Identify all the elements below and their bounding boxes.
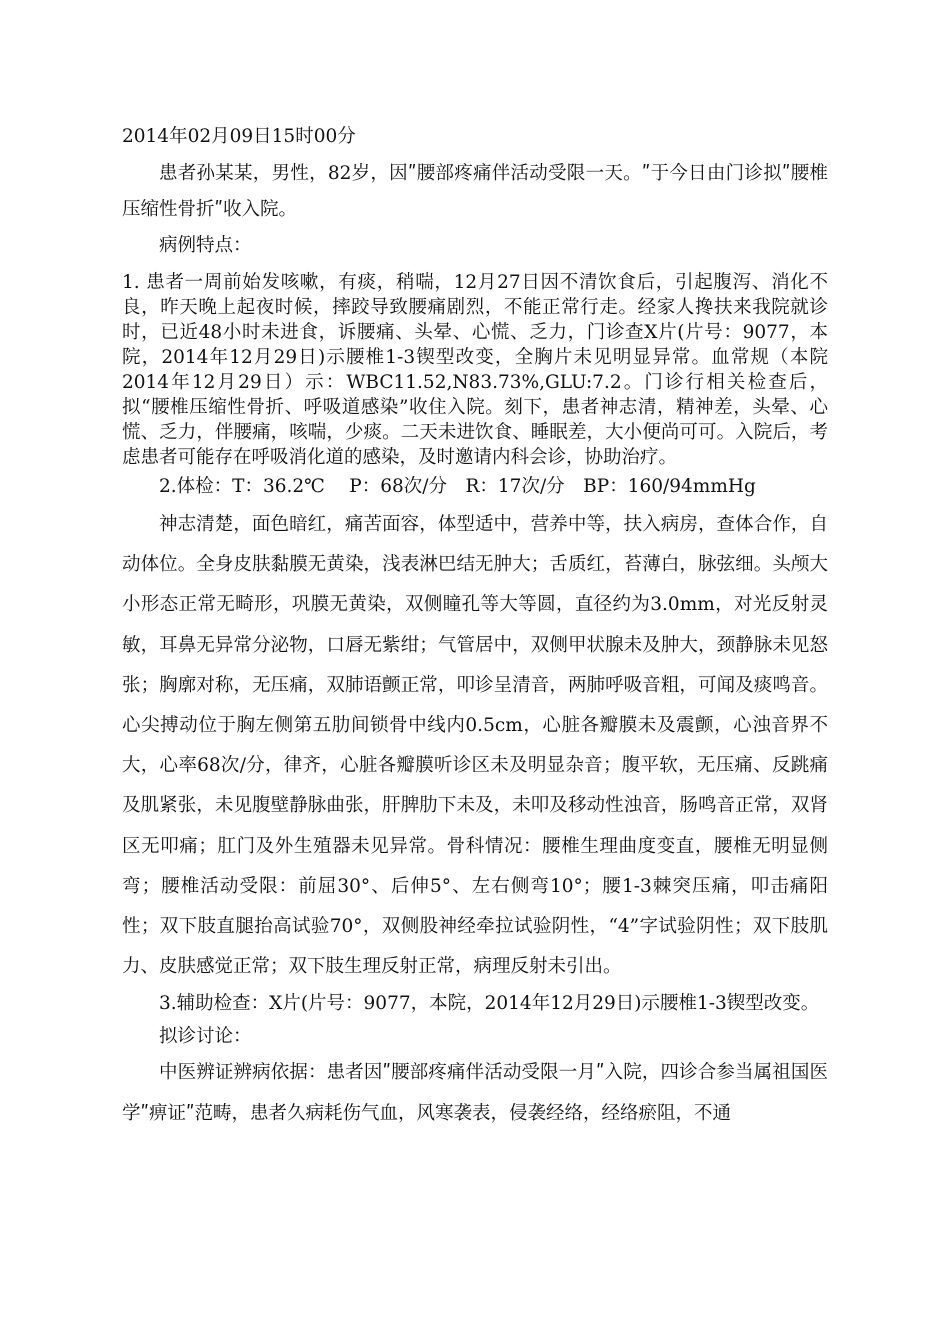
- vital-signs-line: 2.体检：T：36.2℃ P：68次/分 R：17次/分 BP：160/94mmHg: [159, 476, 756, 497]
- record-datetime: 2014年02月09日15时00分: [122, 126, 356, 147]
- case-features-heading: 病例特点：: [159, 235, 252, 256]
- physical-exam-paragraph: 神志清楚，面色暗红，痛苦面容，体型适中，营养中等，扶入病房，查体合作，自动体位。全身皮肤黏膜无黄染，浅表淋巴结无肿大；舌质红，苔薄白，脉弦细。头颅大小形态正常无畸形，巩膜无黄染，双侧瞳孔等大等圆，直径约为3.0mm，对光反射灵敏，耳鼻无异常分泌物，口唇无紫绀；气管居中，双侧甲状腺未及肿大，颈静脉未见怒张；胸廓对称，无压痛，双肺语颤正常，叩诊呈清音，两肺呼吸音粗，可闻及痰鸣音。心尖搏动位于胸左侧第五肋间锁骨中线内0.5cm，心脏各瓣膜未及震颤，心浊音界不大，心率68次/分，律齐，心脏各瓣膜听诊区未及明显杂音；腹平软，无压痛、反跳痛及肌紧张，未见腹壁静脉曲张，肝脾肋下未及，未叩及移动性浊音，肠鸣音正常，双肾区无叩痛；肛门及外生殖器未见异常。骨科情况：腰椎生理曲度变直，腰椎无明显侧弯；腰椎活动受限：前屈30°、后伸5°、左右侧弯10°；腰1-3棘突压痛，叩击痛阳性；双下肢直腿抬高试验70°，双侧股神经牵拉试验阴性，“4”字试验阴性；双下肢肌力、皮肤感觉正常；双下肢生理反射正常，病理反射未引出。: [122, 514, 828, 978]
- history-paragraph: 1. 患者一周前始发咳嗽，有痰，稍喘，12月27日因不清饮食后，引起腹泻、消化不良，昨天晚上起夜时候，摔跤导致腰痛剧烈，不能正常行走。经家人搀扶来我院就诊时，已近48小时未进食，诉腰痛、头晕、心慌、乏力，门诊查X片(片号：9077，本院，2014年12月29日)示腰椎1-3锲型改变，全胸片未见明显异常。血常规（本院2014年12月29日）示：WBC11.52,N83.73%,GLU:7.2。门诊行相关检查后，拟“腰椎压缩性骨折、呼吸道感染”收住入院。刻下，患者神志清，精神差，头晕、心慌、乏力，伴腰痛，咳喘，少痰。二天未进饮食、睡眠差，大小便尚可可。入院后，考虑患者可能存在呼吸消化道的感染，及时邀请内科会诊，协助治疗。: [122, 272, 828, 468]
- auxiliary-exam-line: 3.辅助检查：X片(片号：9077，本院，2014年12月29日)示腰椎1-3锲型改变。: [159, 993, 820, 1015]
- admission-summary: 患者孙某某，男性，82岁，因ʺ腰部疼痛伴活动受限一天。ʺ于今日由门诊拟ʺ腰椎压缩性骨折ʺ收入院。: [122, 163, 828, 220]
- tcm-diagnosis-paragraph: 中医辨证辨病依据：患者因ʺ腰部疼痛伴活动受限一月ʺ入院，四诊合参当属祖国医学ʺ痹证ʺ范畴，患者久病耗伤气血，风寒袭表，侵袭经络，经络瘀阻，不通: [122, 1062, 828, 1124]
- discussion-heading: 拟诊讨论：: [159, 1026, 252, 1048]
